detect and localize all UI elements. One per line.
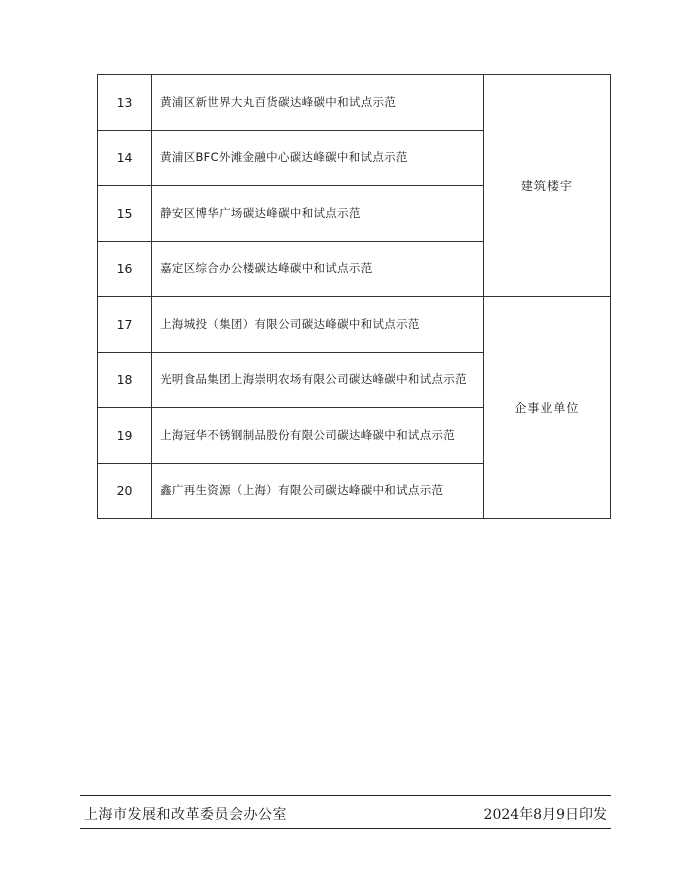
- row-number: 13: [98, 75, 152, 131]
- issuer-name: 上海市发展和改革委员会办公室: [84, 807, 287, 823]
- document-footer: [80, 795, 611, 829]
- project-name: 静安区博华广场碳达峰碳中和试点示范: [152, 186, 484, 242]
- row-number: 15: [98, 186, 152, 242]
- category-cell-enterprises: 企事业单位: [483, 297, 610, 519]
- issue-date: 2024年8月9日印发: [483, 807, 607, 823]
- row-number: 19: [98, 408, 152, 464]
- table-row: [98, 75, 611, 131]
- project-name: 上海冠华不锈钢制品股份有限公司碳达峰碳中和试点示范: [152, 408, 484, 464]
- project-name: 黄浦区新世界大丸百货碳达峰碳中和试点示范: [152, 75, 484, 131]
- row-number: 16: [98, 241, 152, 297]
- row-number: 17: [98, 297, 152, 353]
- row-number: 14: [98, 130, 152, 186]
- project-name: 上海城投（集团）有限公司碳达峰碳中和试点示范: [152, 297, 484, 353]
- project-name: 黄浦区BFC外滩金融中心碳达峰碳中和试点示范: [152, 130, 484, 186]
- project-name: 鑫广再生资源（上海）有限公司碳达峰碳中和试点示范: [152, 463, 484, 519]
- project-name: 光明食品集团上海崇明农场有限公司碳达峰碳中和试点示范: [152, 352, 484, 408]
- row-number: 20: [98, 463, 152, 519]
- project-name: 嘉定区综合办公楼碳达峰碳中和试点示范: [152, 241, 484, 297]
- row-number: 18: [98, 352, 152, 408]
- table-row: [98, 297, 611, 353]
- pilot-projects-table: [97, 74, 611, 519]
- category-cell-buildings: 建筑楼宇: [483, 75, 610, 297]
